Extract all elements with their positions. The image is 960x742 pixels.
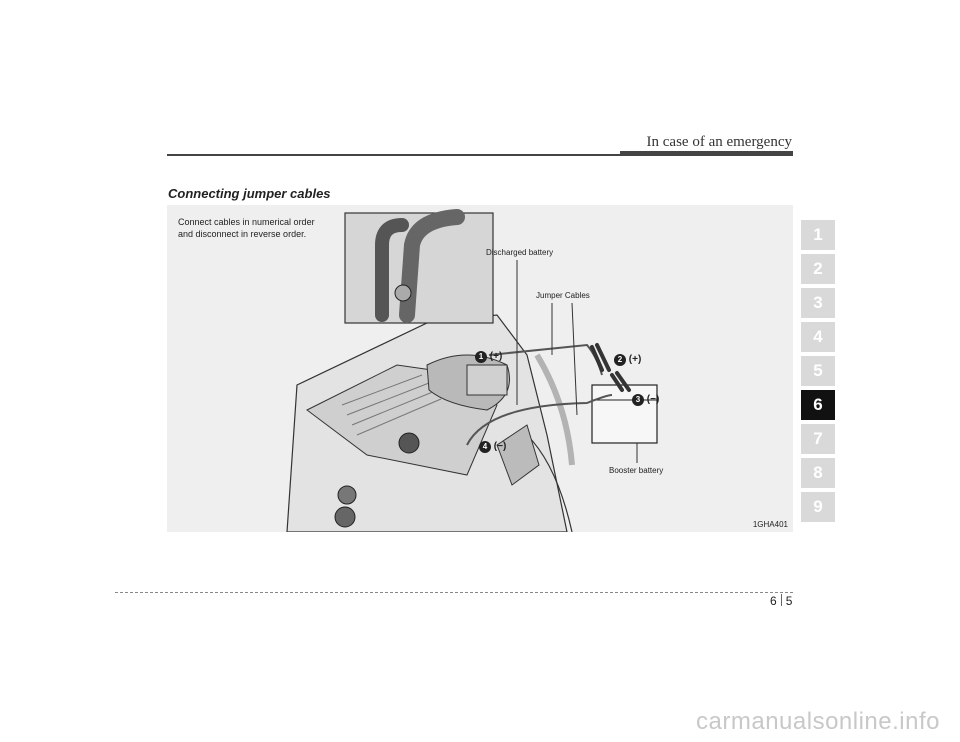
- step-sign: (+): [628, 354, 642, 365]
- step-marker-4: [479, 441, 506, 453]
- step-marker-2: [614, 354, 641, 366]
- callout-jumper-cables: Jumper Cables: [536, 291, 590, 300]
- page-separator: [781, 594, 782, 606]
- chapter-tab-1[interactable]: 1: [801, 220, 835, 250]
- footer-rule: [115, 592, 793, 593]
- step-marker-3: [632, 394, 659, 406]
- page-chapter: 6: [770, 594, 777, 608]
- chapter-tab-3[interactable]: 3: [801, 288, 835, 318]
- step-number: 4: [479, 441, 491, 453]
- chapter-tab-6[interactable]: 6: [801, 390, 835, 420]
- page-number: [770, 594, 792, 608]
- chapter-tab-5[interactable]: 5: [801, 356, 835, 386]
- header-title: In case of an emergency: [646, 134, 792, 150]
- header-rule-accent: [620, 151, 793, 156]
- leader-jumper-b: [572, 303, 577, 415]
- step-number: 1: [475, 351, 487, 363]
- watermark: carmanualsonline.info: [696, 708, 940, 735]
- figure-instruction: [178, 216, 348, 240]
- chapter-tab-9[interactable]: 9: [801, 492, 835, 522]
- jumper-cable-figure: [167, 205, 793, 532]
- step-number: 2: [614, 354, 626, 366]
- inset-terminal: [395, 285, 411, 301]
- callout-booster-battery: Booster battery: [609, 466, 664, 475]
- step-sign: (+): [489, 351, 503, 362]
- figure-code: 1GHA401: [752, 520, 788, 529]
- instruction-line-2: and disconnect in reverse order.: [178, 229, 307, 239]
- step-sign: (−): [493, 441, 507, 452]
- chapter-tab-7[interactable]: 7: [801, 424, 835, 454]
- page-index: 5: [785, 594, 793, 608]
- chapter-tabs: [801, 220, 835, 526]
- reservoir-cap: [399, 433, 419, 453]
- clamp-1: [592, 345, 609, 370]
- chapter-tab-8[interactable]: 8: [801, 458, 835, 488]
- chapter-tab-4[interactable]: 4: [801, 322, 835, 352]
- step-marker-1: [475, 351, 502, 363]
- step-sign: (−): [646, 394, 660, 405]
- discharged-battery-box: [467, 365, 507, 395]
- coolant-cap: [338, 486, 356, 504]
- instruction-line-1: Connect cables in numerical order: [178, 217, 315, 227]
- step-number: 3: [632, 394, 644, 406]
- callout-discharged-battery: Discharged battery: [486, 248, 554, 257]
- engine-bay-illustration: [167, 205, 793, 532]
- washer-cap: [335, 507, 355, 527]
- section-title: Connecting jumper cables: [168, 186, 331, 201]
- chapter-tab-2[interactable]: 2: [801, 254, 835, 284]
